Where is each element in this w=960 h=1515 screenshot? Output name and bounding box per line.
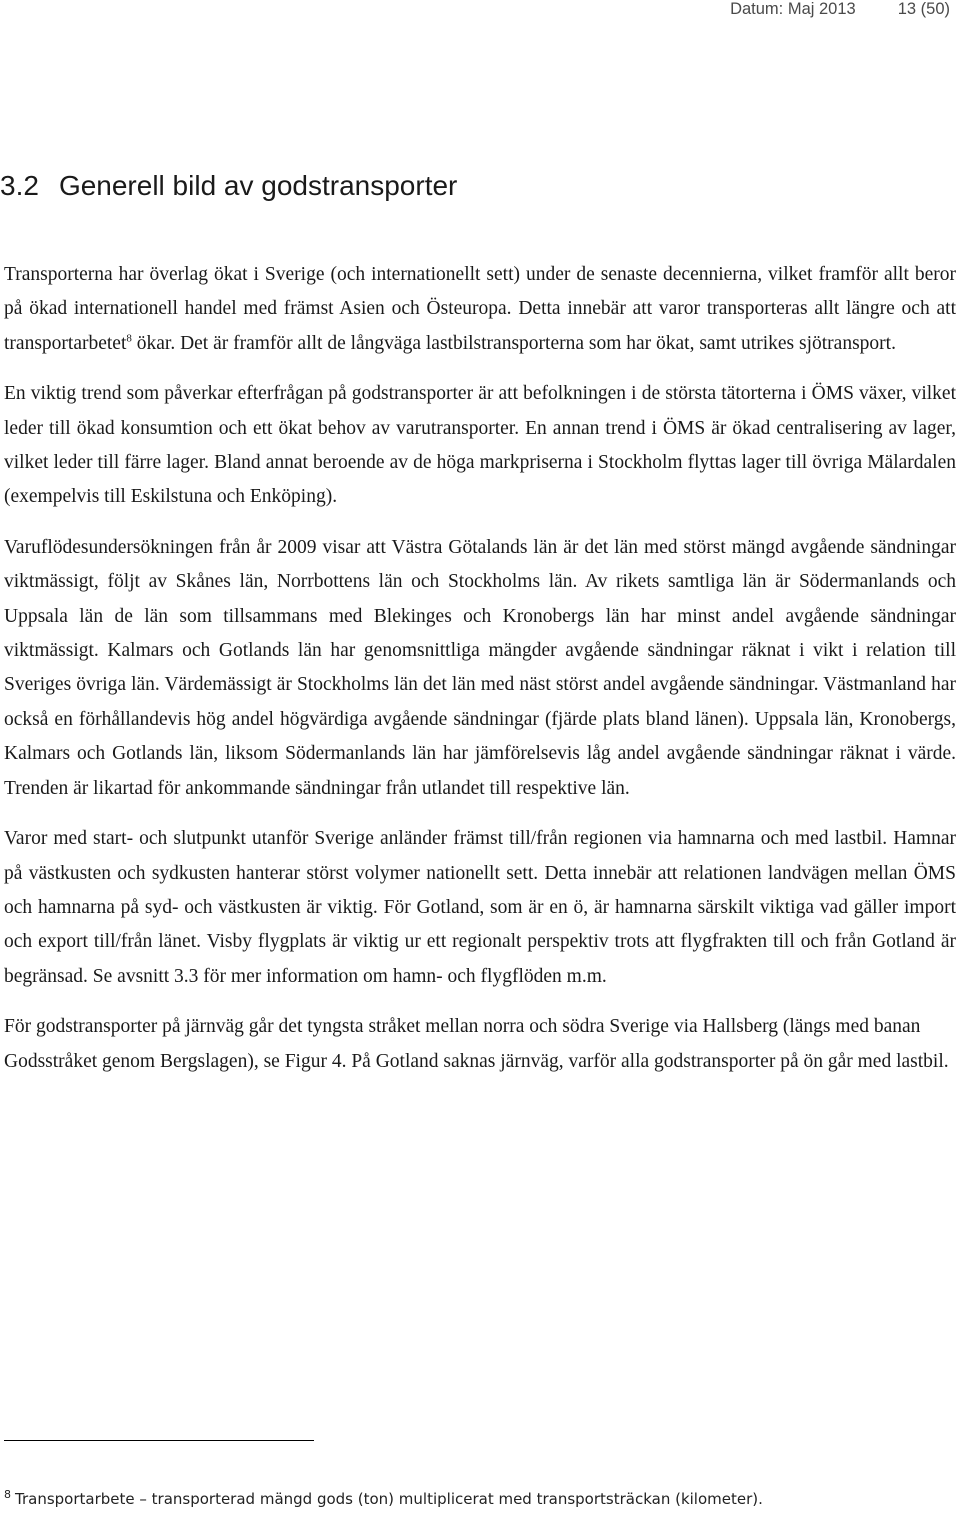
page-header [730, 0, 950, 19]
paragraph-5: För godstransporter på järnväg går det tyngsta stråket mellan norra och södra Sverige via Hallsberg (längs med banan Godsstråket genom Bergslagen), se Figur 4. På Gotland saknas järnväg, varför alla godstransporter på ön går med lastbil. [4, 1016, 949, 1072]
footnote [4, 1488, 763, 1508]
footnote-text: Transportarbete – transporterad mängd gods (ton) multiplicerat med transportsträckan (kilometer). [15, 1490, 763, 1508]
section-title: Generell bild av godstransporter [58, 170, 458, 201]
section-number: 3.2 [0, 170, 39, 201]
paragraph-1-part-a: Transporterna har överlag ökat i Sverige (och internationellt sett) under de senaste decennierna, vilket framför allt beror på ökad internationell handel med främst Asien och Östeuropa. Detta innebär att varor transporteras allt längre och att transportarbetet [4, 264, 956, 354]
paragraph-2: En viktig trend som påverkar efterfrågan på godstransporter är att befolkningen i de största tätorterna i ÖMS växer, vilket leder till ökad konsumtion och ett ökat behov av varutransporter. En annan trend i ÖMS är ökad centralisering av lager, vilket leder till färre lager. Bland annat beroende av de höga markpriserna i Stockholm flyttas lager till övriga Mälardalen (exempelvis till Eskilstuna och Enköping). [4, 383, 956, 508]
section-heading [0, 170, 457, 202]
footnote-reference[interactable]: 8 [126, 332, 132, 345]
paragraph-3: Varuflödesundersökningen från år 2009 visar att Västra Götalands län är det län med störst mängd avgående sändningar viktmässigt, följt av Skånes län, Norrbottens län och Stockholms län. Av rikets samtliga län är Södermanlands och Uppsala län de län som tillsammans med Blekinges och Kronobergs län har minst andel avgående sändningar viktmässigt. Kalmars och Gotlands län har genomsnittliga mängder avgående sändningar räknat i vikt i relation till Sveriges övriga län. Värdemässigt är Stockholms län det län med näst störst andel avgående sändningar. Västmanland har också en förhållandevis hög andel högvärdiga avgående sändningar (fjärde plats bland länen). Uppsala län, Kronobergs, Kalmars och Gotlands län, liksom Södermanlands län har jämförelsevis låg andel avgående sändningar räknat i värde. Trenden är likartad för ankommande sändningar från utlandet till respektive län. [4, 536, 956, 799]
header-date: Datum: Maj 2013 [730, 0, 856, 18]
header-page-number: 13 (50) [897, 0, 950, 18]
paragraph-1-part-b: ökar. Det är framför allt de långväga lastbilstransporterna som har ökat, samt utrikes sjötransport. [131, 332, 896, 354]
footnote-divider [4, 1440, 314, 1441]
paragraph-1 [4, 258, 956, 361]
paragraph-4: Varor med start- och slutpunkt utanför Sverige anländer främst till/från regionen via hamnarna och med lastbil. Hamnar på västkusten och sydkusten hanterar störst volymer nationellt sett. Detta innebär att relationen landvägen mellan ÖMS och hamnarna på syd- och västkusten är viktig. För Gotland, som är en ö, är hamnarna särskilt viktiga vad gäller import och export till/från länet. Visby flygplats är viktig ur ett regionalt perspektiv trots att flygfrakten till och från Gotland är begränsad. Se avsnitt 3.3 för mer information om hamn- och flygflöden m.m. [4, 828, 956, 987]
footnote-mark: 8 [4, 1488, 11, 1501]
body-text [4, 258, 956, 1095]
